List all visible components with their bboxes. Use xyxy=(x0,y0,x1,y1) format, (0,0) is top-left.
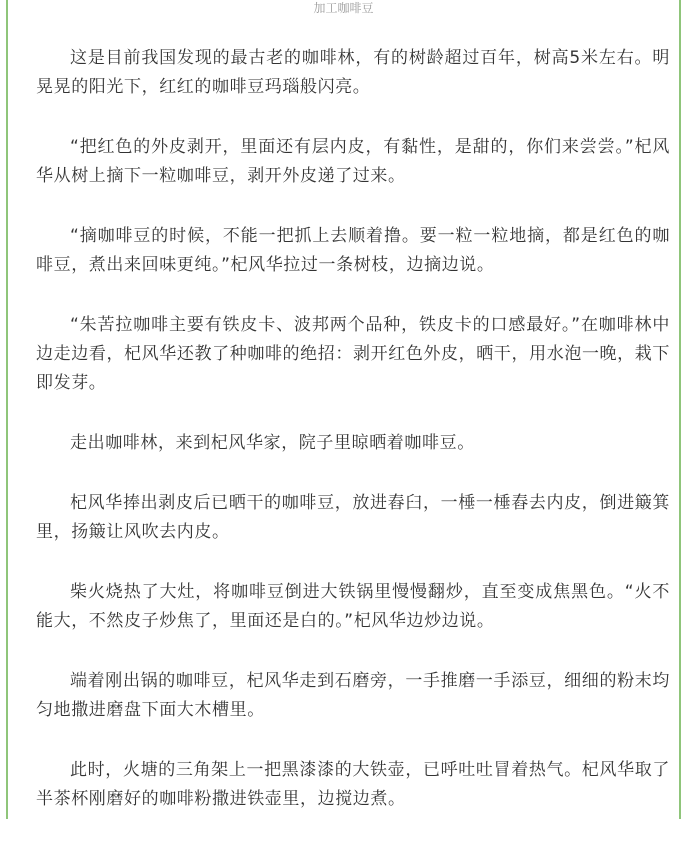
article-frame xyxy=(6,0,681,819)
paragraph-9: 此时，火塘的三角架上一把黑漆漆的大铁壶，已呼吐吐冒着热气。杞风华取了半茶杯刚磨好的咖啡粉撒进铁壶里，边搅边煮。 xyxy=(36,760,670,809)
paragraph-7: 柴火烧热了大灶，将咖啡豆倒进大铁锅里慢慢翻炒，直至变成焦黑色。“火不能大，不然皮子炒焦了，里面还是白的。”杞风华边炒边说。 xyxy=(36,582,670,631)
article-body xyxy=(36,44,670,845)
paragraph-1: 这是目前我国发现的最古老的咖啡林，有的树龄超过百年，树高5米左右。明晃晃的阳光下，红红的咖啡豆玛瑙般闪亮。 xyxy=(36,48,670,97)
image-caption: 加工咖啡豆 xyxy=(313,1,374,15)
paragraph-2: “把红色的外皮剥开，里面还有层内皮，有黏性，是甜的，你们来尝尝。”杞风华从树上摘下一粒咖啡豆，剥开外皮递了过来。 xyxy=(36,137,670,186)
paragraph-3: “摘咖啡豆的时候，不能一把抓上去顺着撸。要一粒一粒地摘，都是红色的咖啡豆，煮出来回味更纯。”杞风华拉过一条树枝，边摘边说。 xyxy=(36,226,670,275)
paragraph-6: 杞风华捧出剥皮后已晒干的咖啡豆，放进舂臼，一棰一棰舂去内皮，倒进簸箕里，扬簸让风吹去内皮。 xyxy=(36,493,670,542)
paragraph-5: 走出咖啡林，来到杞风华家，院子里晾晒着咖啡豆。 xyxy=(70,433,475,453)
paragraph-4: “朱苦拉咖啡主要有铁皮卡、波邦两个品种，铁皮卡的口感最好。”在咖啡林中边走边看，杞风华还教了种咖啡的绝招：剥开红色外皮，晒干，用水泡一晚，栽下即发芽。 xyxy=(36,315,670,393)
paragraph-8: 端着刚出锅的咖啡豆，杞风华走到石磨旁，一手推磨一手添豆，细细的粉末均匀地撒进磨盘下面大木槽里。 xyxy=(36,671,670,720)
